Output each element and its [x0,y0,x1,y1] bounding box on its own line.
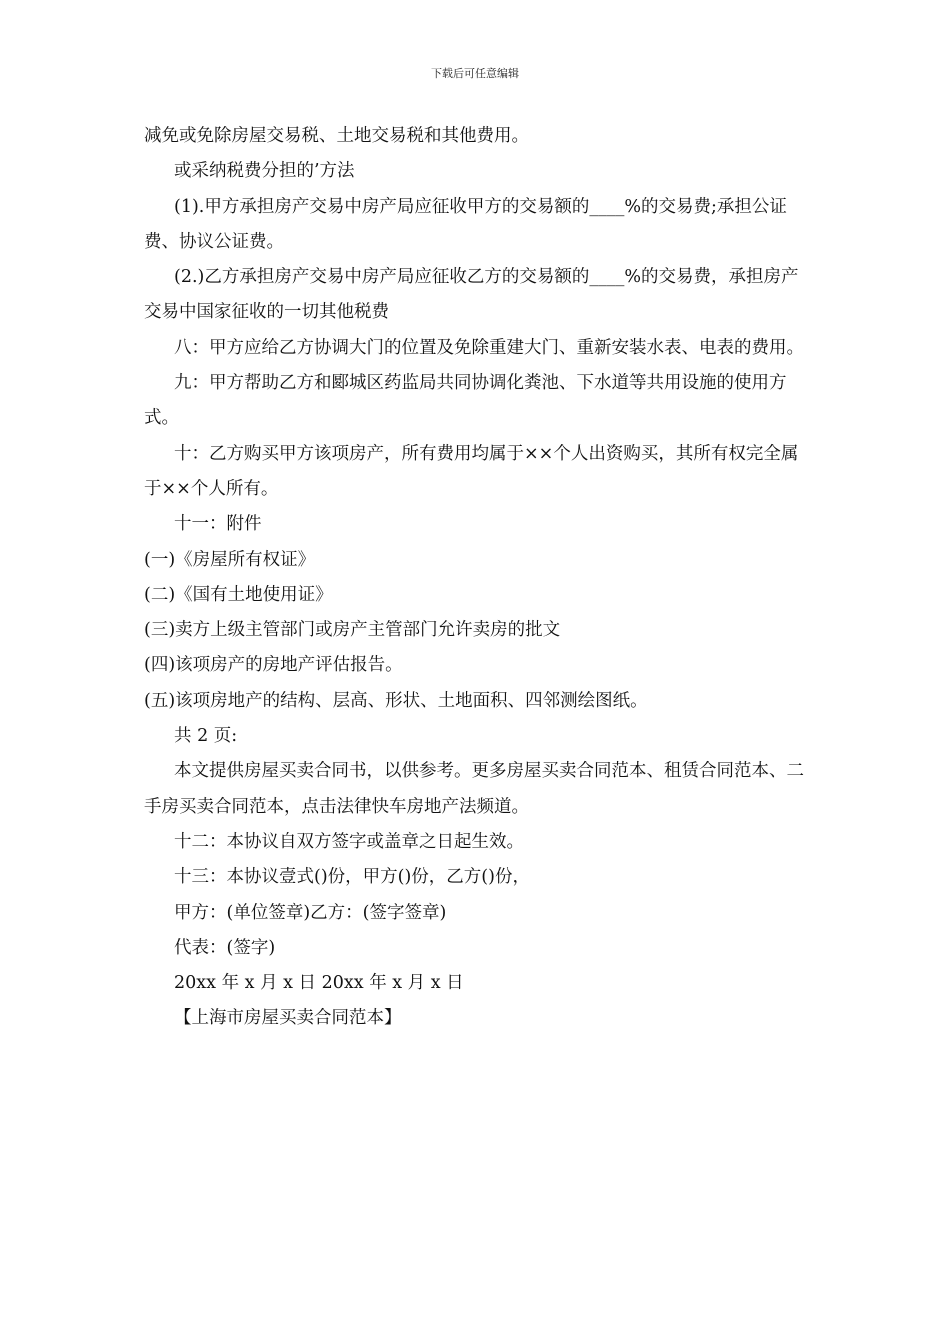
paragraph-clause-12: 十二：本协议自双方签字或盖章之日起生效。 [174,831,524,852]
next-document-title: 【上海市房屋买卖合同范本】 [174,1008,402,1029]
attachment-item-2: (二)《国有土地使用证》 [144,584,333,605]
attachment-item-3: (三)卖方上级主管部门或房产主管部门允许卖房的批文 [144,620,561,641]
paragraph-party-b-fees: (2.)乙方承担房产交易中房产局应征收乙方的交易额的____%的交易费，承担房产交易中国家征收的一切其他税费 [144,267,799,323]
signature-dates: 20xx 年 x 月 x 日 20xx 年 x 月 x 日 [174,973,464,994]
paragraph-clause-8: 八：甲方应给乙方协调大门的位置及免除重建大门、重新安装水表、电表的费用。 [174,337,804,358]
paragraph-reference-note: 本文提供房屋买卖合同书，以供参考。更多房屋买卖合同范本、租赁合同范本、二手房买卖合同范本，点击法律快车房地产法频道。 [144,761,804,817]
attachment-item-1: (一)《房屋所有权证》 [144,549,316,570]
attachment-item-5: (五)该项房地产的结构、层高、形状、土地面积、四邻测绘图纸。 [144,690,648,711]
paragraph-clause-11-attachments: 十一：附件 [174,514,262,535]
page-count-note: 共 2 页: [174,726,238,747]
signature-representative: 代表：(签字) [174,937,276,958]
document-body [144,119,808,1037]
paragraph-party-a-fees: (1).甲方承担房产交易中房产局应征收甲方的交易额的____%的交易费;承担公证费、协议公证费。 [144,196,787,252]
paragraph-clause-10: 十：乙方购买甲方该项房产，所有费用均属于××个人出资购买，其所有权完全属于××个人所有。 [144,443,799,499]
paragraph-clause-13: 十三：本协议壹式()份，甲方()份，乙方()份， [174,867,530,888]
signature-parties: 甲方：(单位签章)乙方：(签字签章) [174,902,447,923]
attachment-item-4: (四)该项房产的房地产评估报告。 [144,655,403,676]
paragraph-tax-sharing-method: 或采纳税费分担的’方法 [174,161,355,182]
paragraph-tax-exemption: 减免或免除房屋交易税、土地交易税和其他费用。 [144,126,529,146]
paragraph-clause-9: 九：甲方帮助乙方和郾城区药监局共同协调化粪池、下水道等共用设施的使用方式。 [144,373,787,429]
page-header: 下载后可任意编辑 [431,67,519,80]
